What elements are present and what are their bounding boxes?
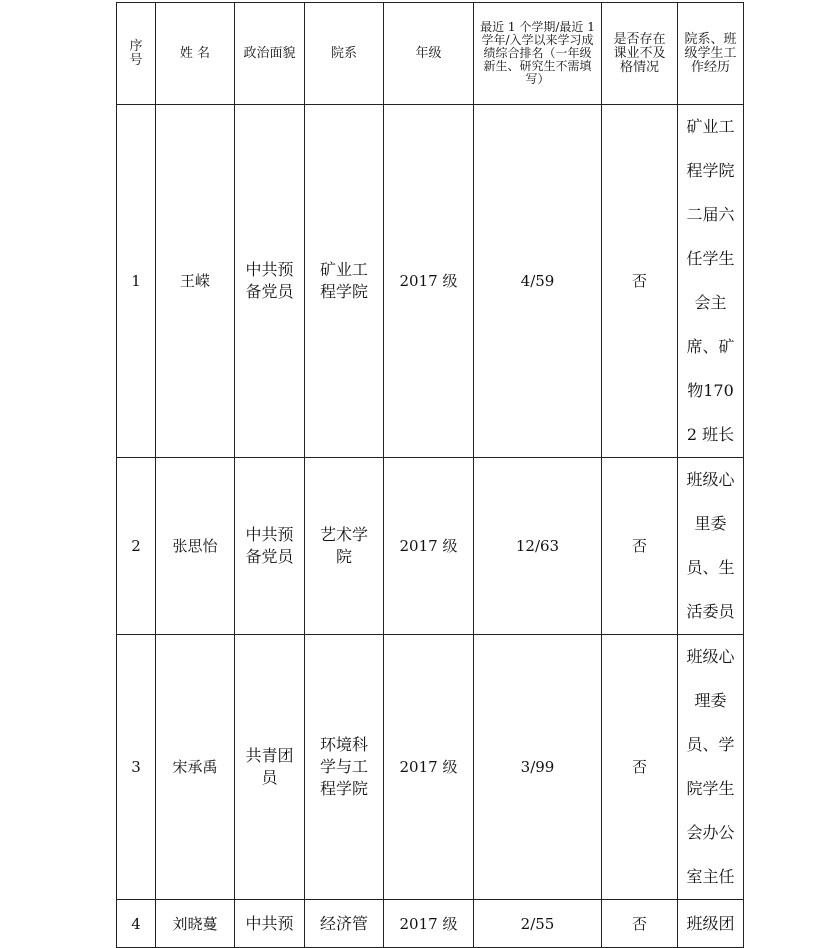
row-work: 矿业工程学院二届六任学生会主席、矿物1702 班长 xyxy=(678,105,744,458)
header-department: 院系 xyxy=(305,3,384,105)
row-political: 中共预备党员 xyxy=(235,105,305,458)
header-political: 政治面貌 xyxy=(235,3,305,105)
row-political: 中共预 xyxy=(235,900,305,948)
row-name: 张思怡 xyxy=(156,458,235,635)
row-name: 刘晓蔓 xyxy=(156,900,235,948)
header-grade: 年级 xyxy=(384,3,474,105)
row-grade: 2017 级 xyxy=(384,105,474,458)
row-no: 1 xyxy=(117,105,156,458)
row-failed: 否 xyxy=(602,458,678,635)
row-failed: 否 xyxy=(602,635,678,900)
header-no: 序号 xyxy=(117,3,156,105)
row-political: 共青团员 xyxy=(235,635,305,900)
row-work: 班级团 xyxy=(678,900,744,948)
header-ranking: 最近 1 个学期/最近 1 学年/入学以来学习成绩综合排名（一年级新生、研究生不需填写） xyxy=(474,3,602,105)
row-grade: 2017 级 xyxy=(384,635,474,900)
row-ranking: 3/99 xyxy=(474,635,602,900)
row-grade: 2017 级 xyxy=(384,900,474,948)
candidate-table xyxy=(116,2,744,948)
table-row xyxy=(117,458,744,635)
header-failed: 是否存在课业不及格情况 xyxy=(602,3,678,105)
header-name: 姓 名 xyxy=(156,3,235,105)
row-name: 王嵘 xyxy=(156,105,235,458)
row-ranking: 2/55 xyxy=(474,900,602,948)
row-ranking: 12/63 xyxy=(474,458,602,635)
header-row xyxy=(117,3,744,105)
row-work: 班级心理委员、学院学生会办公室主任 xyxy=(678,635,744,900)
row-political: 中共预备党员 xyxy=(235,458,305,635)
row-department: 环境科学与工程学院 xyxy=(305,635,384,900)
row-failed: 否 xyxy=(602,900,678,948)
header-work: 院系、班级学生工作经历 xyxy=(678,3,744,105)
row-name: 宋承禹 xyxy=(156,635,235,900)
row-failed: 否 xyxy=(602,105,678,458)
table-row xyxy=(117,105,744,458)
row-no: 4 xyxy=(117,900,156,948)
row-no: 3 xyxy=(117,635,156,900)
table-row xyxy=(117,900,744,948)
row-ranking: 4/59 xyxy=(474,105,602,458)
row-grade: 2017 级 xyxy=(384,458,474,635)
row-work: 班级心里委员、生活委员 xyxy=(678,458,744,635)
row-department: 矿业工程学院 xyxy=(305,105,384,458)
row-department: 经济管 xyxy=(305,900,384,948)
row-no: 2 xyxy=(117,458,156,635)
row-department: 艺术学院 xyxy=(305,458,384,635)
table-row xyxy=(117,635,744,900)
